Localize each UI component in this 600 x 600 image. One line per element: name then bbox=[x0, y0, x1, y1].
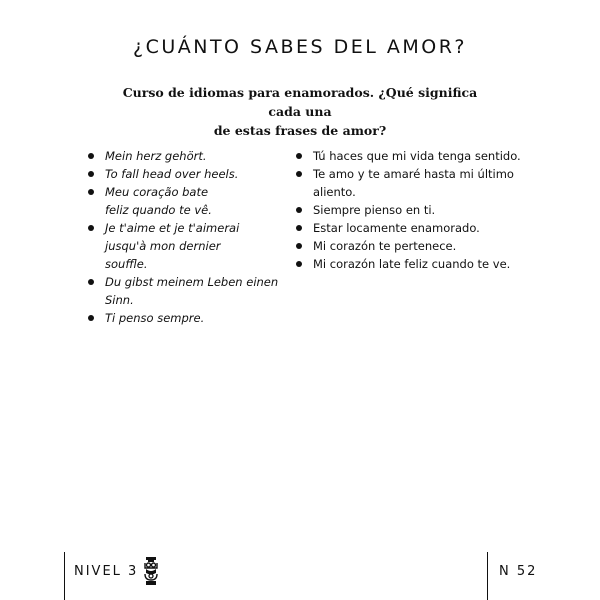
phrase-text: Je t'aime et je t'aimerai jusqu'à mon dernier souffle. bbox=[105, 221, 240, 271]
bullet-icon bbox=[88, 189, 94, 195]
bullet-icon bbox=[296, 243, 302, 249]
list-item bbox=[296, 237, 536, 255]
list-item bbox=[296, 165, 518, 201]
page-number: N 52 bbox=[499, 564, 538, 579]
list-item bbox=[88, 147, 278, 165]
phrase-text: Du gibst meinem Leben einen Sinn. bbox=[105, 275, 279, 307]
list-item bbox=[296, 219, 536, 237]
footer-divider-left bbox=[64, 552, 65, 600]
list-item bbox=[88, 165, 278, 183]
footer-divider-right bbox=[487, 552, 488, 600]
subtitle-line-1: Curso de idiomas para enamorados. ¿Qué significa cada una bbox=[122, 85, 478, 119]
list-item bbox=[88, 183, 230, 219]
phrases-list-spanish bbox=[296, 147, 536, 273]
bullet-icon bbox=[296, 171, 302, 177]
level-label: NIVEL 3 bbox=[74, 564, 139, 579]
phrase-text: Tú haces que mi vida tenga sentido. bbox=[313, 149, 521, 163]
bullet-icon bbox=[88, 225, 94, 231]
bullet-icon bbox=[296, 261, 302, 267]
bullet-icon bbox=[88, 171, 94, 177]
totem-icon bbox=[143, 556, 159, 586]
list-item bbox=[88, 273, 280, 309]
phrase-text: Te amo y te amaré hasta mi último aliento. bbox=[313, 167, 514, 199]
phrase-text: Mi corazón late feliz cuando te ve. bbox=[313, 257, 511, 271]
bullet-icon bbox=[296, 153, 302, 159]
phrase-text: Mi corazón te pertenece. bbox=[313, 239, 457, 253]
phrases-list-foreign bbox=[88, 147, 278, 327]
phrase-text: Siempre pienso en ti. bbox=[313, 203, 436, 217]
subtitle bbox=[120, 83, 480, 140]
list-item bbox=[88, 219, 265, 273]
phrase-text: Meu coração bate feliz quando te vê. bbox=[105, 185, 212, 217]
subtitle-line-2: de estas frases de amor? bbox=[213, 123, 387, 138]
list-item bbox=[296, 255, 536, 273]
phrase-text: Mein herz gehört. bbox=[105, 149, 207, 163]
list-item bbox=[88, 309, 278, 327]
bullet-icon bbox=[88, 315, 94, 321]
phrase-text: Ti penso sempre. bbox=[105, 311, 205, 325]
bullet-icon bbox=[296, 207, 302, 213]
list-item bbox=[296, 201, 536, 219]
list-item bbox=[296, 147, 536, 165]
phrase-text: Estar locamente enamorado. bbox=[313, 221, 480, 235]
bullet-icon bbox=[296, 225, 302, 231]
bullet-icon bbox=[88, 153, 94, 159]
page-title: ¿CUÁNTO SABES DEL AMOR? bbox=[132, 36, 467, 58]
phrase-text: To fall head over heels. bbox=[105, 167, 239, 181]
bullet-icon bbox=[88, 279, 94, 285]
